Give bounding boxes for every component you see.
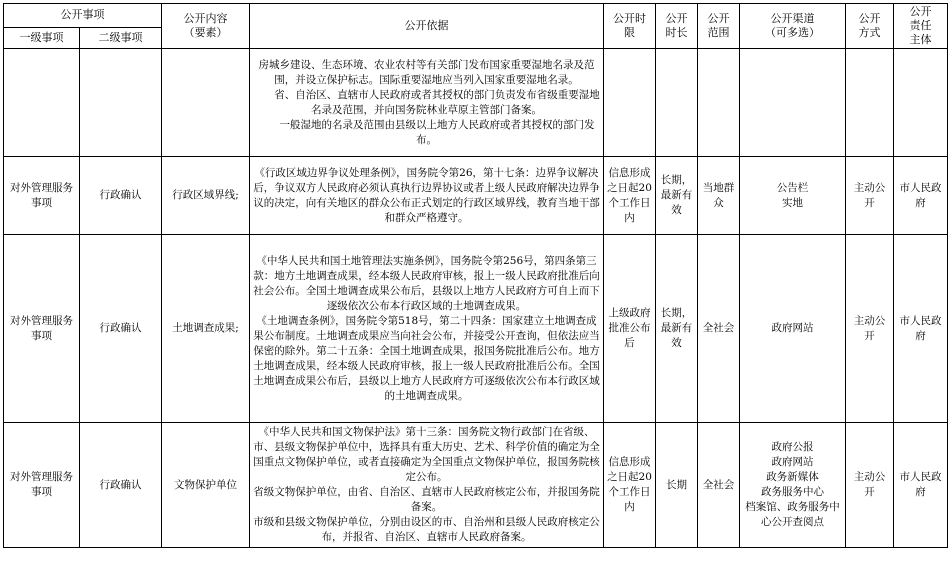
cell-level1: 对外管理服务事项 bbox=[4, 235, 80, 423]
header-method-text: 公开 方式 bbox=[858, 12, 881, 39]
cell-level2: 行政确认 bbox=[80, 157, 162, 235]
cell-subject: 市人民政府 bbox=[894, 157, 948, 235]
cell-channel bbox=[740, 423, 846, 548]
basis-paragraph: 《行政区域边界争议处理条例》，国务院令第26，第十七条：边界争议解决后，争议双方人民政府必须认真执行边界协议或者上级人民政府解决边界争议的决定，向有关地区的群众公布正式划定的行政区域界线，教育当地干部和群众严格遵守。 bbox=[253, 166, 600, 224]
table-row bbox=[4, 423, 948, 548]
header-method bbox=[846, 4, 894, 49]
cell-timelimit: 信息形成之日起20个工作日内 bbox=[604, 157, 656, 235]
cell-duration: 长期 bbox=[656, 423, 698, 548]
header-duration-text: 公开 时长 bbox=[665, 12, 688, 39]
cell-level1 bbox=[4, 49, 80, 157]
cell-subject: 市人民政府 bbox=[894, 235, 948, 423]
cell-method: 主动公开 bbox=[846, 157, 894, 235]
channel-item: 政务新媒体 bbox=[766, 471, 819, 483]
header-content bbox=[162, 4, 250, 49]
cell-scope bbox=[698, 49, 740, 157]
cell-scope: 当地群众 bbox=[698, 157, 740, 235]
cell-duration: 长期，最新有效 bbox=[656, 157, 698, 235]
basis-paragraph: 市级和县级文物保护单位，分别由设区的市、自治州和县级人民政府核定公布，并报省、自治区、直辖市人民政府备案。 bbox=[253, 516, 600, 543]
table-row bbox=[4, 235, 948, 423]
header-basis: 公开依据 bbox=[250, 4, 604, 49]
cell-level2: 行政确认 bbox=[80, 235, 162, 423]
cell-level2 bbox=[80, 49, 162, 157]
header-channel-text: 公开渠道 （可多选） bbox=[765, 12, 820, 39]
cell-content: 行政区域界线; bbox=[162, 157, 250, 235]
table-row bbox=[4, 49, 948, 157]
basis-paragraph: 《中华人民共和国文物保护法》第十三条：国务院文物行政部门在省级、市、县级文物保护单位中，选择具有重大历史、艺术、科学价值的确定为全国重点文物保护单位，或者直接确定为全国重点文物保护单位，报国务院核定公布。 bbox=[253, 426, 600, 483]
header-content-text: 公开内容 （要素） bbox=[183, 12, 228, 39]
channel-item: 政务服务中心 bbox=[761, 486, 824, 498]
channel-item: 公告栏 bbox=[776, 181, 809, 194]
basis-paragraph: 省级文物保护单位，由省、自治区、直辖市人民政府核定公布，并报国务院备案。 bbox=[253, 486, 600, 513]
cell-basis bbox=[250, 235, 604, 423]
header-row bbox=[4, 4, 948, 28]
header-channel bbox=[740, 4, 846, 49]
cell-content: 土地调查成果; bbox=[162, 235, 250, 423]
cell-method: 主动公开 bbox=[846, 235, 894, 423]
cell-level2: 行政确认 bbox=[80, 423, 162, 548]
header-duration bbox=[656, 4, 698, 49]
channel-item: 政府网站 bbox=[771, 456, 814, 468]
basis-paragraph: 一般湿地的名录及范围由县级以上地方人民政府或者其授权的部门发布。 bbox=[279, 118, 595, 146]
table-body bbox=[4, 49, 948, 548]
cell-content: 文物保护单位 bbox=[162, 423, 250, 548]
header-timelimit bbox=[604, 4, 656, 49]
basis-paragraph: 《土地调查条例》，国务院令第518号，第二十四条：国家建立土地调查成果公布制度。土地调查成果应当向社会公布，并接受公开查询，但依法应当保密的除外。第二十五条：全国土地调查成果，报国务院批准后公布。地方土地调查成果，经本级人民政府审核，报上一级人民政府批准后公布。全国土地调查成果公布后，县级以上地方人民政府方可逐级依次公布本行政区域的土地调查成果。 bbox=[253, 314, 600, 402]
disclosure-table bbox=[3, 3, 948, 548]
header-timelimit-text: 公开时 限 bbox=[613, 12, 646, 39]
basis-paragraph: 房城乡建设、生态环境、农业农村等有关部门发布国家重要湿地名录及范围，并设立保护标志。国际重要湿地应当列入国家重要湿地名录。 bbox=[258, 58, 595, 86]
cell-scope: 全社会 bbox=[698, 235, 740, 423]
cell-level1: 对外管理服务事项 bbox=[4, 423, 80, 548]
cell-timelimit: 信息形成之日起20个工作日内 bbox=[604, 423, 656, 548]
table-row bbox=[4, 157, 948, 235]
cell-subject bbox=[894, 49, 948, 157]
cell-basis bbox=[250, 157, 604, 235]
header-level2: 二级事项 bbox=[80, 27, 162, 48]
header-item: 公开事项 bbox=[4, 4, 162, 28]
channel-item: 政府网站 bbox=[771, 322, 814, 334]
header-level1: 一级事项 bbox=[4, 27, 80, 48]
cell-subject: 市人民政府 bbox=[894, 423, 948, 548]
cell-basis bbox=[250, 49, 604, 157]
cell-method bbox=[846, 49, 894, 157]
cell-channel bbox=[740, 235, 846, 423]
cell-basis bbox=[250, 423, 604, 548]
channel-item: 实地 bbox=[782, 196, 803, 209]
channel-item: 政府公报 bbox=[771, 441, 814, 453]
basis-paragraph: 省、自治区、直辖市人民政府或者其授权的部门负责发布省级重要湿地名录及范围，并向国务院林业草原主管部门备案。 bbox=[274, 88, 600, 116]
cell-level1: 对外管理服务事项 bbox=[4, 157, 80, 235]
basis-paragraph: 《中华人民共和国土地管理法实施条例》，国务院令第256号，第四条第三款：地方土地调查成果，经本级人民政府审核，报上一级人民政府批准后向社会公布。全国土地调查成果公布后，县级以上地方人民政府方可自上而下逐级依次公布本行政区域的土地调查成果。 bbox=[253, 254, 600, 312]
cell-scope: 全社会 bbox=[698, 423, 740, 548]
cell-timelimit: 上级政府批准公布后 bbox=[604, 235, 656, 423]
cell-duration bbox=[656, 49, 698, 157]
cell-timelimit bbox=[604, 49, 656, 157]
cell-channel bbox=[740, 49, 846, 157]
cell-duration: 长期，最新有效 bbox=[656, 235, 698, 423]
channel-item: 档案馆、政务服务中心公开查阅点 bbox=[745, 501, 840, 528]
header-scope bbox=[698, 4, 740, 49]
cell-channel bbox=[740, 157, 846, 235]
cell-method: 主动公开 bbox=[846, 423, 894, 548]
header-subject bbox=[894, 4, 948, 49]
header-subject-text: 公开 责任 主体 bbox=[909, 5, 932, 46]
header-scope-text: 公开 范围 bbox=[707, 12, 730, 39]
cell-content bbox=[162, 49, 250, 157]
